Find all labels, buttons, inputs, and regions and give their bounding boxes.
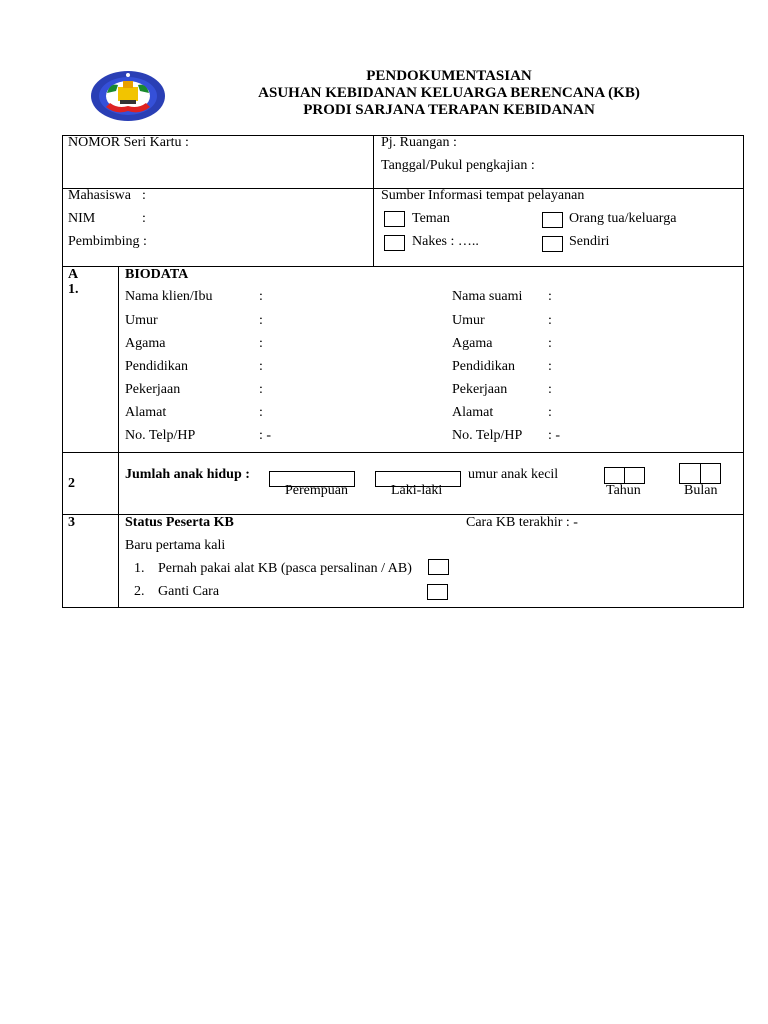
- biodata-value: :: [259, 313, 263, 328]
- nim-colon: :: [142, 211, 146, 226]
- jumlah-anak-hidup-label: Jumlah anak hidup :: [125, 467, 250, 482]
- teman-checkbox[interactable]: [384, 211, 405, 227]
- mahasiswa-colon: :: [142, 188, 146, 203]
- biodata-label: Nama klien/Ibu: [125, 289, 213, 304]
- pembimbing-label: Pembimbing :: [68, 234, 147, 249]
- biodata-label: Umur: [452, 313, 485, 328]
- nakes-checkbox[interactable]: [384, 235, 405, 251]
- section-3-number: 3: [68, 515, 75, 530]
- biodata-value: :: [548, 289, 552, 304]
- pernah-pakai-alat-kb-label: Pernah pakai alat KB (pasca persalinan / AB): [158, 561, 412, 576]
- perempuan-label: Perempuan: [285, 483, 348, 498]
- biodata-label: No. Telp/HP: [125, 428, 196, 443]
- teman-label: Teman: [412, 211, 450, 226]
- orang-tua-label: Orang tua/keluarga: [569, 211, 677, 226]
- header-title-line3: PRODI SARJANA TERAPAN KEBIDANAN: [303, 102, 595, 118]
- biodata-label: Umur: [125, 313, 158, 328]
- ganti-cara-checkbox[interactable]: [427, 584, 448, 600]
- cara-kb-terakhir-label: Cara KB terakhir : -: [466, 515, 578, 530]
- pj-ruangan-label: Pj. Ruangan :: [381, 135, 457, 150]
- nim-label: NIM: [68, 211, 96, 226]
- section-1-number: 1.: [68, 282, 79, 297]
- pernah-pakai-checkbox[interactable]: [428, 559, 449, 575]
- laki-laki-label: Laki-laki: [391, 483, 443, 498]
- sumber-informasi-label: Sumber Informasi tempat pelayanan: [381, 188, 585, 203]
- mahasiswa-label: Mahasiswa: [68, 188, 131, 203]
- biodata-value: : -: [548, 428, 561, 443]
- biodata-title: BIODATA: [125, 267, 189, 282]
- status-peserta-kb-title: Status Peserta KB: [125, 515, 234, 530]
- item-2-number: 2.: [134, 584, 145, 599]
- biodata-label: Pendidikan: [452, 359, 515, 374]
- tahun-digit-1-input[interactable]: [604, 467, 625, 484]
- biodata-label: No. Telp/HP: [452, 428, 523, 443]
- biodata-value: :: [548, 336, 552, 351]
- ganti-cara-label: Ganti Cara: [158, 584, 220, 599]
- biodata-value: :: [259, 382, 263, 397]
- nomor-seri-kartu-label: NOMOR Seri Kartu :: [68, 135, 189, 150]
- biodata-label: Pekerjaan: [125, 382, 181, 397]
- biodata-value: :: [259, 289, 263, 304]
- tahun-label: Tahun: [606, 483, 641, 498]
- header-title-line2: ASUHAN KEBIDANAN KELUARGA BERENCANA (KB): [258, 85, 640, 101]
- bulan-digit-2-input[interactable]: [700, 463, 721, 484]
- biodata-label: Alamat: [452, 405, 494, 420]
- bulan-digit-1-input[interactable]: [679, 463, 701, 484]
- umur-anak-kecil-label: umur anak kecil: [468, 467, 559, 482]
- biodata-label: Pekerjaan: [452, 382, 508, 397]
- biodata-value: :: [259, 336, 263, 351]
- item-1-number: 1.: [134, 561, 145, 576]
- biodata-label: Nama suami: [452, 289, 523, 304]
- biodata-value: :: [259, 359, 263, 374]
- baru-pertama-kali-label: Baru pertama kali: [125, 538, 226, 553]
- orang-tua-checkbox[interactable]: [542, 212, 563, 228]
- tahun-digit-2-input[interactable]: [624, 467, 645, 484]
- biodata-value: :: [548, 359, 552, 374]
- biodata-label: Agama: [125, 336, 166, 351]
- header-title-line1: PENDOKUMENTASIAN: [366, 68, 532, 84]
- biodata-value: :: [548, 313, 552, 328]
- section-2-number: 2: [68, 476, 75, 491]
- sendiri-checkbox[interactable]: [542, 236, 563, 252]
- biodata-value: :: [259, 405, 263, 420]
- tanggal-pengkajian-label: Tanggal/Pukul pengkajian :: [381, 158, 535, 173]
- sendiri-label: Sendiri: [569, 234, 610, 249]
- section-a-number: A: [68, 267, 79, 282]
- bulan-label: Bulan: [684, 483, 718, 498]
- nakes-label: Nakes : …..: [412, 234, 479, 249]
- biodata-label: Alamat: [125, 405, 167, 420]
- biodata-label: Pendidikan: [125, 359, 188, 374]
- biodata-label: Agama: [452, 336, 493, 351]
- biodata-value: : -: [259, 428, 272, 443]
- biodata-value: :: [548, 405, 552, 420]
- biodata-value: :: [548, 382, 552, 397]
